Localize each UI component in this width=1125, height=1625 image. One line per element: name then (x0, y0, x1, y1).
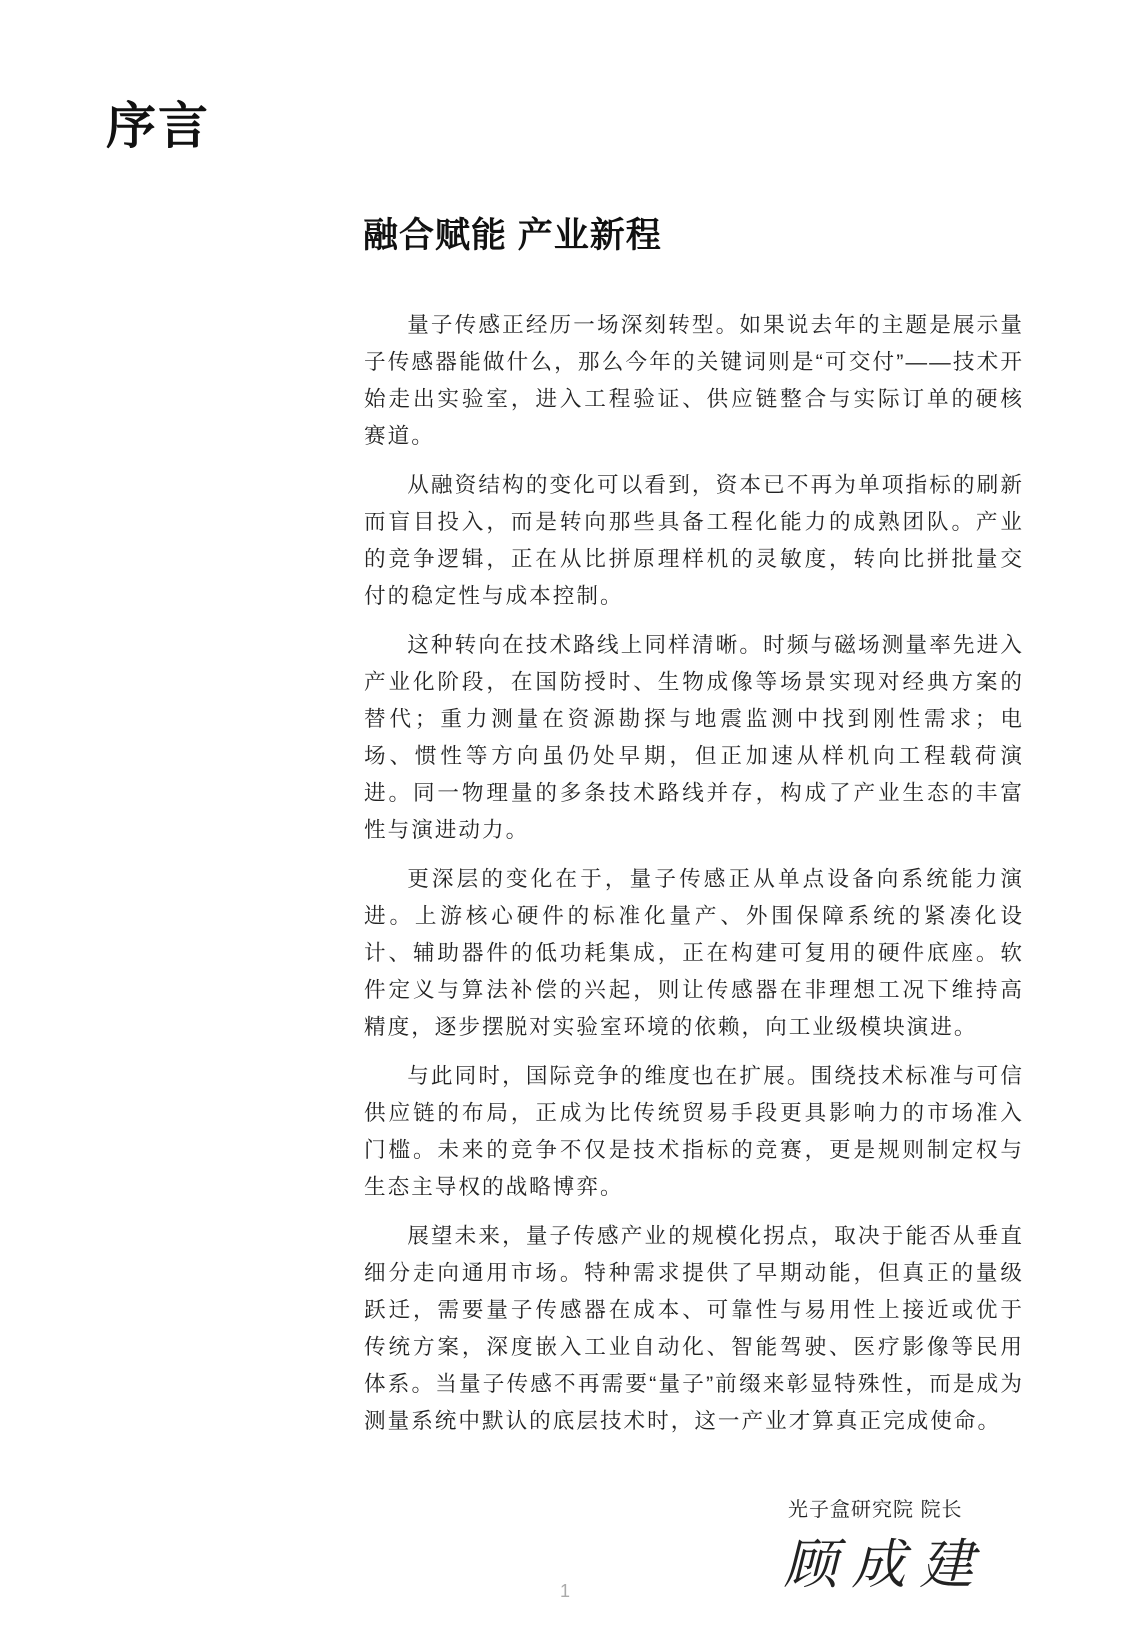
signoff (780, 1497, 1024, 1597)
paragraph: 从融资结构的变化可以看到，资本已不再为单项指标的刷新而盲目投入，而是转向那些具备工程化能力的成熟团队。产业的竞争逻辑，正在从比拼原理样机的灵敏度，转向比拼批量交付的稳定性与成本控制。 (364, 472, 1024, 608)
page-number: 1 (560, 1581, 571, 1601)
paragraph: 更深层的变化在于，量子传感正从单点设备向系统能力演进。上游核心硬件的标准化量产、外围保障系统的紧凑化设计、辅助器件的低功耗集成，正在构建可复用的硬件底座。软件定义与算法补偿的兴起，则让传感器在非理想工况下维持高精度，逐步摆脱对实验室环境的依赖，向工业级模块演进。 (364, 866, 1024, 1039)
preface-title: 序言 (106, 98, 210, 154)
article-subtitle: 融合赋能 产业新程 (363, 216, 662, 255)
paragraph: 量子传感正经历一场深刻转型。如果说去年的主题是展示量子传感器能做什么，那么今年的关键词则是“可交付”——技术开始走出实验室，进入工程验证、供应链整合与实际订单的硬核赛道。 (364, 312, 1024, 448)
paragraph: 展望未来，量子传感产业的规模化拐点，取决于能否从垂直细分走向通用市场。特种需求提供了早期动能，但真正的量级跃迁，需要量子传感器在成本、可靠性与易用性上接近或优于传统方案，深度嵌入工业自动化、智能驾驶、医疗影像等民用体系。当量子传感不再需要“量子”前缀来彰显特殊性，而是成为测量系统中默认的底层技术时，这一产业才算真正完成使命。 (364, 1223, 1024, 1433)
handwritten-signature: 顾成建 (780, 1533, 1000, 1596)
article-body (364, 306, 1024, 1597)
paragraph: 这种转向在技术路线上同样清晰。时频与磁场测量率先进入产业化阶段，在国防授时、生物成像等场景实现对经典方案的替代；重力测量在资源勘探与地震监测中找到刚性需求；电场、惯性等方向虽仍处早期，但正加速从样机向工程载荷演进。同一物理量的多条技术路线并存，构成了产业生态的丰富性与演进动力。 (364, 632, 1024, 842)
paragraph: 与此同时，国际竞争的维度也在扩展。围绕技术标准与可信供应链的布局，正成为比传统贸易手段更具影响力的市场准入门槛。未来的竞争不仅是技术指标的竞赛，更是规则制定权与生态主导权的战略博弈。 (364, 1063, 1024, 1199)
author-title: 光子盒研究院 院长 (788, 1499, 963, 1521)
